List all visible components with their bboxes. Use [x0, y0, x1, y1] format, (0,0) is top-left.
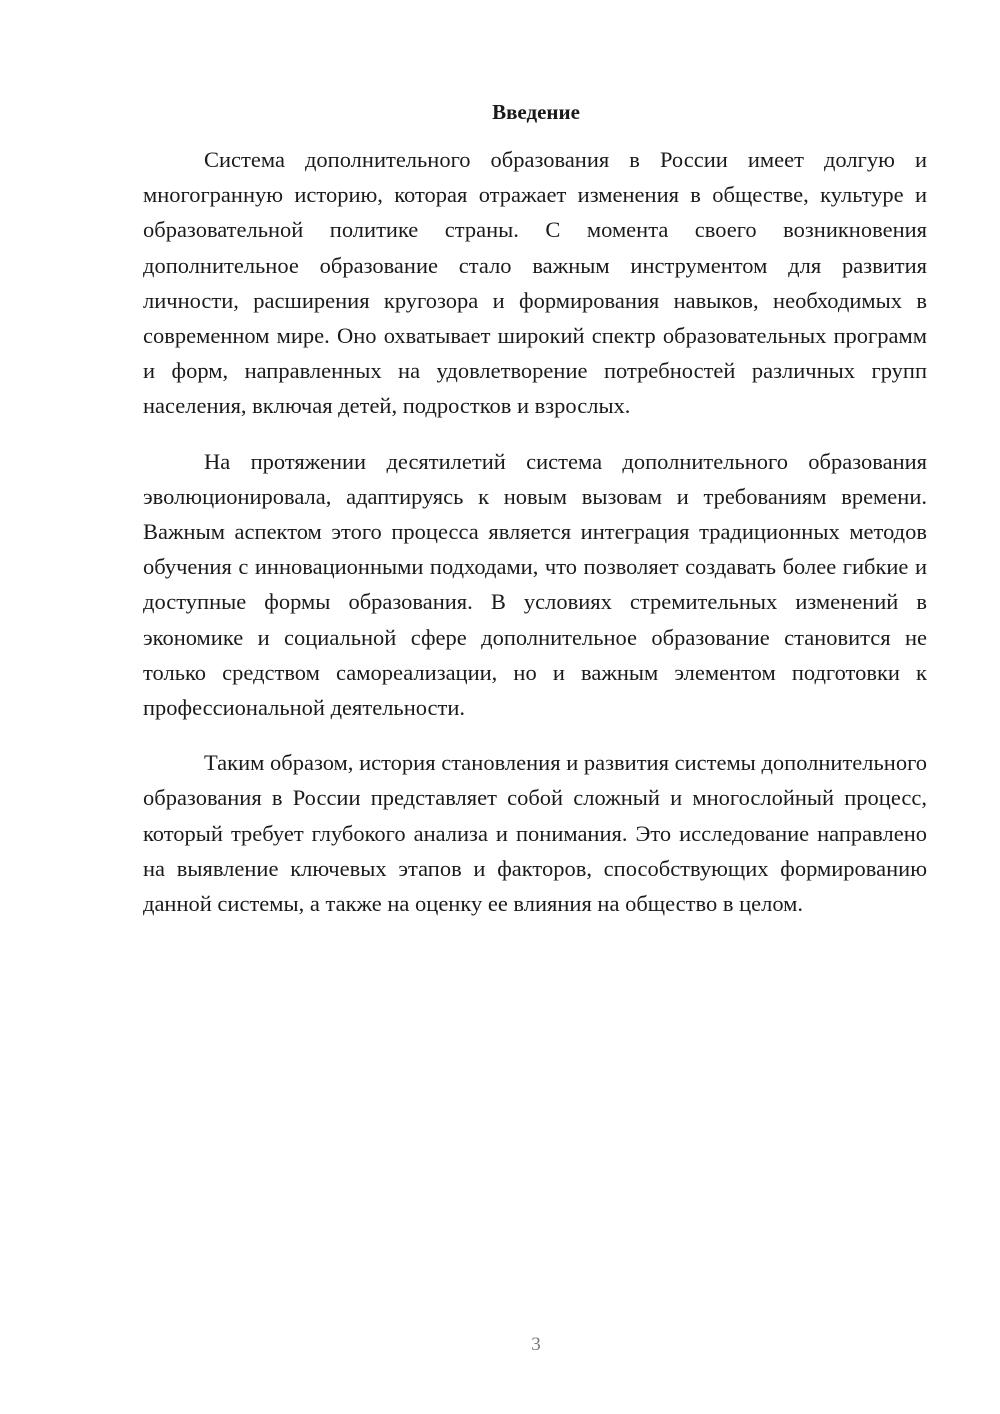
- body-text: [143, 142, 927, 941]
- paragraph-2: На протяжении десятилетий система дополнительного образования эволюционировала, адаптируясь к новым вызовам и требованиям времени. Важным аспектом этого процесса является интеграция традиционных методов обучения с инновационными подходами, что позволяет создавать более гибкие и доступные формы образования. В условиях стремительных изменений в экономике и социальной сфере дополнительное образование становится не только средством самореализации, но и важным элементом подготовки к профессиональной деятельности.: [143, 448, 927, 721]
- page-number: 3: [531, 1334, 541, 1355]
- section-heading: Введение: [492, 100, 580, 124]
- paragraph-3: Таким образом, история становления и развития системы дополнительного образования в России представляет собой сложный и многослойный процесс, который требует глубокого анализа и понимания. Это исследование направлено на выявление ключевых этапов и факторов, способствующих формированию данной системы, а также на оценку ее влияния на общество в целом.: [143, 750, 927, 917]
- paragraph-1: Система дополнительного образования в России имеет долгую и многогранную историю, которая отражает изменения в обществе, культуре и образовательной политике страны. С момента своего возникновения дополнительное образование стало важным инструментом для развития личности, расширения кругозора и формирования навыков, необходимых в современном мире. Оно охватывает широкий спектр образовательных программ и форм, направленных на удовлетворение потребностей различных групп населения, включая детей, подростков и взрослых.: [143, 147, 927, 419]
